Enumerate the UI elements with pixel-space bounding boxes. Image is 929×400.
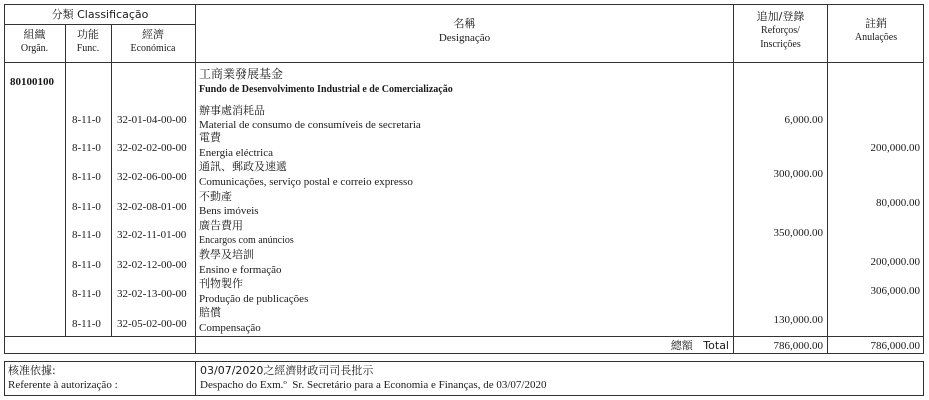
row-line — [4, 24, 196, 25]
header-econ-zh: 經濟 — [142, 28, 164, 41]
total-annulment: 786,000.00 — [870, 340, 920, 352]
row-func: 8-11-0 — [72, 171, 101, 183]
row-name-pt: Material de consumo de consumíveis de secretaria — [199, 119, 421, 131]
row-name-zh: 教學及培訓 — [199, 248, 254, 261]
row-name-zh: 刊物製作 — [199, 277, 243, 290]
row-name-pt: Encargos com anúncios — [199, 235, 294, 246]
row-name-zh: 電費 — [199, 131, 221, 144]
col-line — [111, 24, 112, 336]
authorization-text-zh: 03/07/2020之經濟財政司司長批示 — [200, 364, 374, 377]
row-reinforcement: 6,000.00 — [784, 114, 823, 126]
row-reinforcement: 300,000.00 — [773, 168, 823, 180]
row-econ: 32-02-06-00-00 — [117, 171, 187, 183]
budget-table — [4, 4, 924, 396]
header-organ-zh: 組織 — [23, 28, 46, 41]
row-func: 8-11-0 — [72, 201, 101, 213]
row-func: 8-11-0 — [72, 229, 101, 241]
row-func: 8-11-0 — [72, 142, 101, 154]
header-organ-pt: Orgãn. — [20, 43, 49, 54]
row-annulment: 306,000.00 — [870, 285, 920, 297]
row-name-zh: 賠償 — [199, 306, 221, 319]
row-name-zh: 廣告費用 — [199, 219, 243, 232]
header-designation-pt: Designação — [438, 32, 491, 44]
row-name-pt: Produção de publicações — [199, 293, 309, 305]
row-name-pt: Comunicações, serviço postal e correio expresso — [199, 176, 413, 188]
row-name-pt: Ensino e formação — [199, 264, 282, 276]
row-name-pt: Compensação — [199, 322, 261, 334]
authorization-label-pt: Referente à autorização : — [8, 379, 118, 391]
header-designation-zh: 名稱 — [453, 17, 476, 30]
col-line — [827, 4, 828, 354]
col-line — [195, 4, 196, 354]
row-reinforcement: 350,000.00 — [773, 227, 823, 239]
header-reinforcements-pt1: Reforços/ — [761, 25, 800, 36]
col-line — [195, 361, 196, 396]
row-econ: 32-02-02-00-00 — [117, 142, 187, 154]
row-reinforcement: 130,000.00 — [773, 314, 823, 326]
authorization-text-pt: Despacho do Exm.º Sr. Secretário para a Economia e Finanças, de 03/07/2020 — [200, 379, 547, 391]
header-reinforcements-zh: 追加/登錄 — [756, 10, 805, 23]
row-func: 8-11-0 — [72, 114, 101, 126]
organ-name-zh: 工商業發展基金 — [199, 67, 284, 81]
col-line — [65, 24, 66, 336]
organ-name-pt: Fundo de Desenvolvimento Industrial e de Comercialização — [199, 84, 453, 95]
row-name-zh: 辦事處消耗品 — [199, 104, 265, 117]
row-annulment: 200,000.00 — [870, 256, 920, 268]
row-annulment: 200,000.00 — [870, 142, 920, 154]
header-classification: 分類 Classificação — [51, 8, 149, 21]
header-reinforcements-pt2: Inscrições — [760, 39, 801, 50]
row-name-pt: Bens imóveis — [199, 205, 259, 217]
header-econ-pt: Económica — [130, 43, 176, 54]
header-annulments-zh: 註銷 — [865, 17, 887, 30]
total-reinforcement: 786,000.00 — [773, 340, 823, 352]
row-econ: 32-02-08-01-00 — [117, 201, 187, 213]
header-func-zh: 功能 — [77, 28, 99, 41]
row-line — [4, 336, 924, 337]
header-annulments-pt: Anulações — [854, 32, 898, 43]
row-line — [4, 62, 924, 63]
row-econ: 32-05-02-00-00 — [117, 318, 187, 330]
row-econ: 32-02-13-00-00 — [117, 288, 187, 300]
row-name-zh: 不動產 — [199, 190, 232, 203]
row-func: 8-11-0 — [72, 259, 101, 271]
row-econ: 32-02-11-01-00 — [117, 229, 187, 241]
authorization-label-zh: 核准依據: — [8, 364, 56, 377]
row-func: 8-11-0 — [72, 288, 101, 300]
row-name-zh: 通訊、郵政及速遞 — [199, 160, 287, 173]
row-econ: 32-02-12-00-00 — [117, 259, 187, 271]
header-func-pt: Func. — [76, 43, 100, 54]
row-func: 8-11-0 — [72, 318, 101, 330]
row-name-pt: Energia eléctrica — [199, 147, 273, 159]
organ-code: 80100100 — [10, 76, 54, 88]
row-annulment: 80,000.00 — [876, 197, 920, 209]
total-label: 總額 Total — [670, 339, 729, 352]
row-econ: 32-01-04-00-00 — [117, 114, 187, 126]
